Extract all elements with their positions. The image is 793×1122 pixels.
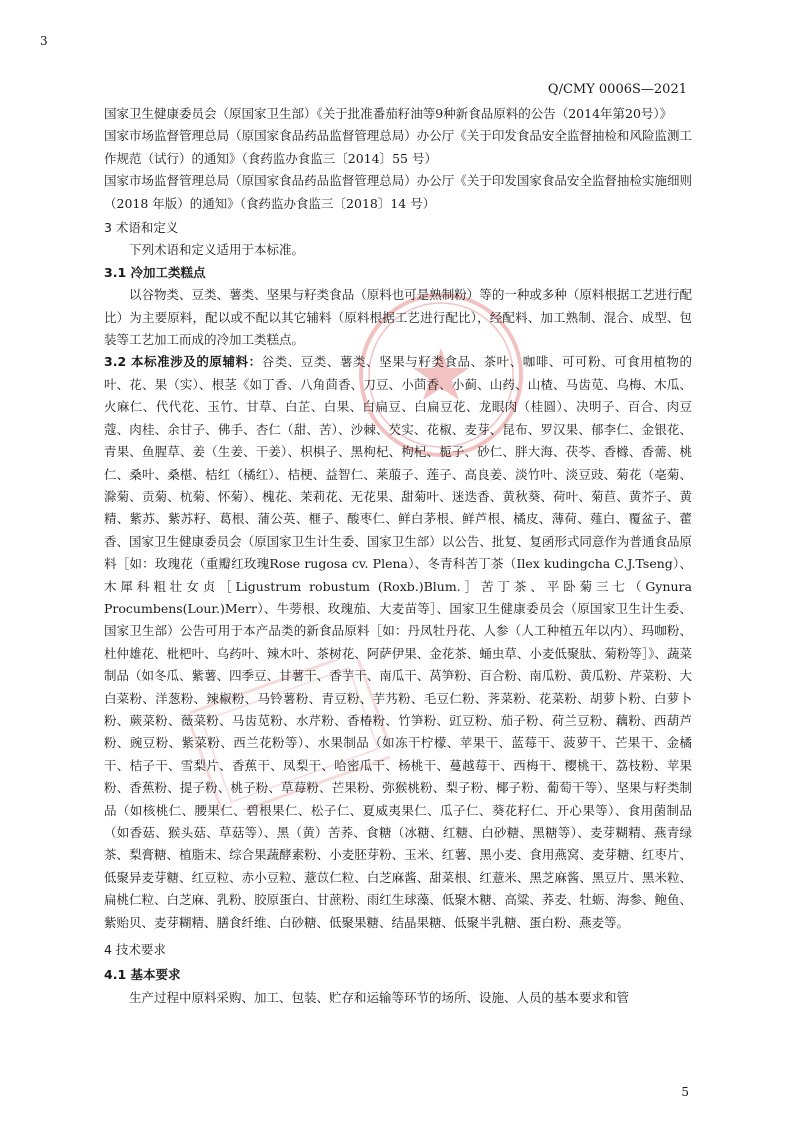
page-number: 5	[681, 1085, 689, 1099]
section-4-1-text: 生产过程中原料采购、加工、包装、贮存和运输等环节的场所、设施、人员的基本要求和管	[129, 989, 630, 1005]
reference-item: 国家卫生健康委员会（原国家卫生部）《关于批准番茄籽油等9种新食品原料的公告（2014年第20号）》	[104, 106, 673, 121]
reference-item: 国家市场监督管理总局（原国家食品药品监督管理总局）办公厅《关于印发食品安全监督抽检和风险监测工作规范（试行）的通知》（食药监办食监三〔2014〕55 号）	[104, 128, 692, 166]
section-4-1-heading: 4.1 基本要求	[104, 967, 181, 983]
section-3-2-text: 谷类、豆类、薯类、坚果与籽类食品、茶叶、咖啡、可可粉、可食用植物的叶、花、果（实）、根茎《如丁香、八角茴香、刀豆、小茴香、小蓟、山药、山楂、马齿苋、乌梅、木瓜、火麻仁、代代花、玉竹、甘草、白芷、白果、白扁豆、白扁豆花、龙眼肉（桂圆）、决明子、百合、肉豆蔻、肉桂、余甘子、佛手、杏仁（甜、苦）、沙棘、芡实、花椒、麦芽、昆布、罗汉果、郁李仁、金银花、青果、鱼腥草、姜（生姜、干姜）、枳椇子、黑枸杞、枸杞、栀子、砂仁、胖大海、茯苓、香橼、香薷、桃仁、桑叶、桑椹、桔红（橘红）、桔梗、益智仁、莱菔子、莲子、高良姜、淡竹叶、淡豆豉、菊花（亳菊、滁菊、贡菊、杭菊、怀菊）、槐花、茉莉花、无花果、甜菊叶、迷迭香、黄秋葵、荷叶、菊苣、黄芥子、黄精、紫苏、紫苏籽、葛根、蒲公英、榧子、酸枣仁、鲜白茅根、鲜芦根、橘皮、薄荷、薤白、覆盆子、藿香、国家卫生健康委员会（原国家卫生计生委、国家卫生部）以公告、批复、复函形式同意作为普通食品原料［如：玫瑰花（重瓣红玫瑰Rose rugosa cv. Plena）、冬青科苦丁茶（Ilex kudingcha C.J.Tseng）、木犀科粗壮女贞［Ligustrum robustum (Roxb.)Blum.］苦丁茶、平卧菊三七（Gynura Procumbens(Lour.)Merr）、牛蒡根、玫瑰茄、大麦苗等］、国家卫生健康委员会（原国家卫生计生委、国家卫生部）公告可用于本产品类的新食品原料［如：丹凤牡丹花、人参（人工种植五年以内）、玛咖粉、杜仲雄花、枇杷叶、乌药叶、辣木叶、茶树花、阿萨伊果、金花茶、蛹虫草、小麦低聚肽、菊粉等］》、蔬菜制品（如冬瓜、紫薯、四季豆、甘薯干、香芋干、南瓜干、莴笋粉、百合粉、南瓜粉、黄瓜粉、芹菜粉、大白菜粉、洋葱粉、辣椒粉、马铃薯粉、青豆粉、芋艿粉、毛豆仁粉、荠菜粉、花菜粉、胡萝卜粉、白萝卜粉、蕨菜粉、薇菜粉、马齿苋粉、水芹粉、香椿粉、竹笋粉、豇豆粉、茄子粉、荷兰豆粉、藕粉、西葫芦粉、豌豆粉、紫菜粉、西兰花粉等）、水果制品（如冻干柠檬、苹果干、蓝莓干、菠萝干、芒果干、金橘干、桔子干、雪梨片、香蕉干、凤梨干、哈密瓜干、杨桃干、蔓越莓干、西梅干、樱桃干、荔枝粉、苹果粉、香蕉粉、提子粉、桃子粉、草莓粉、芒果粉、弥猴桃粉、梨子粉、椰子粉、葡萄干等）、坚果与籽类制品（如核桃仁、腰果仁、碧根果仁、松子仁、夏威夷果仁、瓜子仁、葵花籽仁、开心果等）、食用菌制品（如香菇、猴头菇、草菇等）、黑（黄）苦荞、食糖（冰糖、红糖、白砂糖、黑糖等）、麦芽糊精、燕青绿茶、梨膏糖、植脂末、综合果蔬酵素粉、小麦胚芽粉、玉米、红薯、黑小麦、食用燕窝、麦芽糖、红枣片、低聚异麦芽糖、红豆粒、赤小豆粒、薏苡仁粒、白芝麻酱、甜菜根、红薏米、黑芝麻酱、黑豆片、黑米粒、扁桃仁粒、白芝麻、乳粉、胶原蛋白、甘蔗粉、雨红生球藻、低聚木糖、高粱、荞麦、牡蛎、海参、鲍鱼、紫贻贝、麦芽糊精、膳食纤维、白砂糖、低聚果糖、结晶果糖、低聚半乳糖、蛋白粉、燕麦等。	[104, 354, 692, 930]
section-3-heading: 3 术语和定义	[104, 220, 179, 236]
section-3-1-heading: 3.1 冷加工类糕点	[104, 264, 206, 280]
section-3-2-label: 3.2 本标准涉及的原辅料：	[104, 354, 262, 370]
document-body	[104, 103, 692, 1009]
reference-item: 国家市场监督管理总局（原国家食品药品监督管理总局）办公厅《关于印发国家食品安全监督抽检实施细则（2018 年版）的通知》（食药监办食监三〔2018〕14 号）	[104, 173, 692, 211]
section-3-1-text: 以谷物类、豆类、薯类、坚果与籽类食品（原料也可是熟制粉）等的一种或多种（原料根据工艺进行配比）为主要原料，配以或不配以其它辅料（原料根据工艺进行配比），经配料、加工熟制、混合、成型、包装等工艺加工而成的冷加工类糕点。	[104, 287, 692, 348]
standard-code: Q/CMY 0006S—2021	[547, 82, 687, 97]
section-3-2-paragraph	[104, 351, 692, 934]
section-3-intro: 下列术语和定义适用于本标准。	[129, 242, 305, 258]
corner-page-number: 3	[40, 34, 48, 48]
section-4-heading: 4 技术要求	[104, 942, 166, 958]
